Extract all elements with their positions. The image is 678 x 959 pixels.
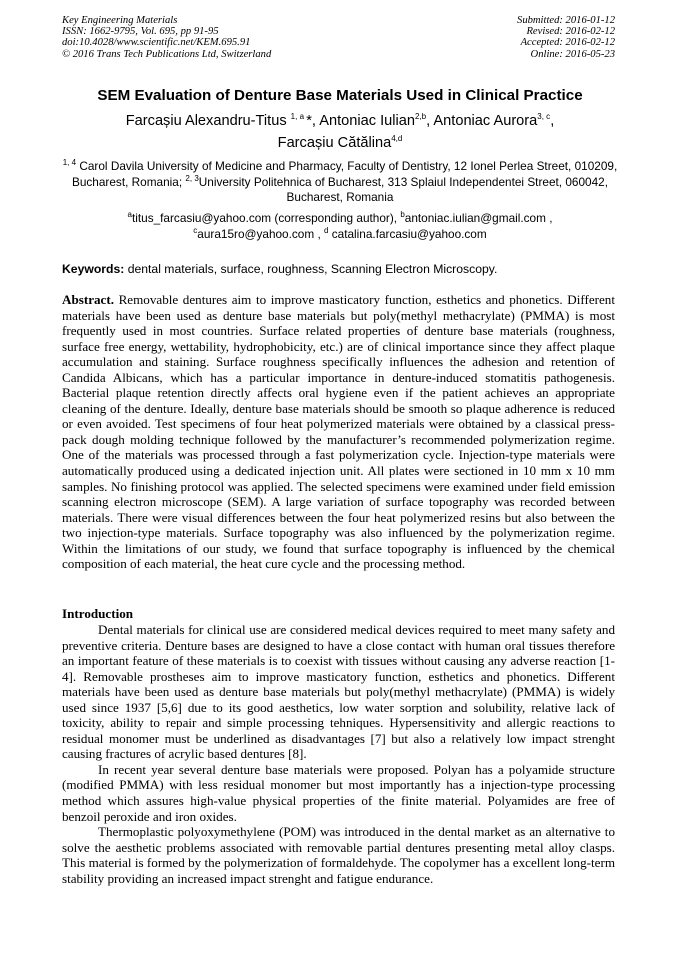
- author-affiliation-mark: 2,b: [414, 112, 427, 122]
- journal-header-right: [517, 15, 615, 60]
- abstract-text: Removable dentures aim to improve masticatory function, esthetics and phonetics. Different materials have been used as denture base materials but poly(methyl methacrylate) (PMMA) is most frequently used in most countries. Surface related properties of denture base materials (roughness, surface free energy, wettability, hydrophobicity, etc.) are of clinical importance since they affect plaque accumulation and staining. Surface roughness specifically influences the adhesion and retention of Candida Albicans, which has a particular importance in denture-induced stomatitis pathogenesis. Bacterial plaque retention directly affects oral hygiene even if the patient achieves an appropriate cleaning of the denture. Ideally, denture base materials should be smooth so plaque adherence is reduced or even avoided. Test specimens of four heat polymerized materials were obtained by a classical press-pack dough molding technique followed by the manufacturer’s recommended polymerization regime. One of the materials was processed through a fast polymerization cycle. Injection-type materials were automatically produced using a dedicated injection unit. All plates were sectioned in 10 mm x 10 mm samples. No finishing protocol was applied. The selected specimens were examined under field emission scanning electron microscope (SEM). A large variation of surface topography was recorded between materials. There were visual differences between the four heat polymerized resins but also between the two injection-type materials. Surface topography was also influenced by the polymerization regime. Within the limitations of our study, we found that surface topography is influenced by the chemical composition of each material, the heat cure cycle and the processing method.: [62, 292, 615, 572]
- email-text: antoniac.iulian@gmail.com ,: [404, 211, 553, 225]
- email-mark: a: [127, 210, 132, 220]
- author-name: Antoniac Aurora: [433, 113, 538, 129]
- author-name: Antoniac Iulian: [319, 113, 415, 129]
- journal-copyright: © 2016 Trans Tech Publications Ltd, Switzerland: [62, 48, 272, 60]
- author-affiliation-mark: 4,d: [391, 134, 403, 144]
- author-list: [40, 110, 640, 154]
- affiliation-text: Carol Davila University of Medicine and Pharmacy, Faculty of Dentistry, 12 Ionel Perlea Street, 010209, Bucharest, Romania;: [71, 159, 618, 189]
- keywords: [62, 261, 622, 277]
- email-text: aura15ro@yahoo.com ,: [197, 226, 325, 241]
- email-mark: c: [193, 225, 198, 235]
- author-name: Farcașiu Alexandru-Titus: [125, 113, 291, 129]
- date-revised: Revised: 2016-02-12: [526, 26, 615, 38]
- abstract-label: Abstract.: [62, 292, 114, 307]
- author-affiliation-mark: 3, c: [537, 112, 551, 122]
- author-emails: [50, 211, 630, 242]
- author-affiliation-mark: 1, a: [290, 112, 307, 122]
- journal-name: Key Engineering Materials: [62, 15, 178, 26]
- keywords-text: dental materials, surface, roughness, Scanning Electron Microscopy.: [124, 262, 498, 276]
- paragraph: In recent year several denture base materials were proposed. Polyan has a polyamide structure (modified PMMA) with less residual monomer but most importantly has a injection-type processing method which assures high-value physical properties of the finite material. Polyamides are free of benzoil peroxide and iron oxides.: [62, 761, 615, 824]
- email-mark: b: [400, 210, 405, 220]
- journal-doi: doi:10.4028/www.scientific.net/KEM.695.91: [62, 37, 251, 49]
- author-separator: ,: [426, 113, 434, 129]
- keywords-label: Keywords:: [62, 262, 125, 276]
- date-accepted: Accepted: 2016-02-12: [520, 37, 615, 49]
- affiliation-text: University Politehnica of Bucharest, 313 Splaiul Independentei Street, 060042, Bucharest, Romania: [198, 174, 608, 205]
- affiliations: [50, 159, 630, 206]
- paper-title: SEM Evaluation of Denture Base Materials Used in Clinical Practice: [97, 87, 583, 104]
- abstract: [62, 292, 615, 572]
- paragraph: Thermoplastic polyoxymethylene (POM) was introduced in the dental market as an alternative to solve the aesthetic problems associated with removable partial dentures presenting metal alloy clasps. This material is formed by the polymerization of formaldehyde. The copolymer has a excellent long-term stability providing an increased impact strenght and fatigue endurance.: [62, 824, 615, 886]
- date-online: Online: 2016-05-23: [530, 48, 615, 60]
- author-separator: *,: [306, 113, 320, 129]
- affiliation-mark: 2, 3: [185, 173, 199, 183]
- affiliation-mark: 1, 4: [62, 158, 77, 168]
- email-text: titus_farcasiu@yahoo.com (corresponding author),: [131, 211, 401, 225]
- author-separator: ,: [550, 113, 555, 129]
- introduction-body: [62, 622, 615, 886]
- email-text: catalina.farcasiu@yahoo.com: [328, 226, 487, 241]
- email-mark: d: [324, 225, 329, 235]
- author-name: Farcașiu Cătălina: [277, 135, 392, 151]
- date-submitted: Submitted: 2016-01-12: [517, 15, 615, 26]
- paragraph: Dental materials for clinical use are considered medical devices required to meet many safety and preventive criteria. Denture bases are designed to have a close contact with human oral tissues therefore an important feature of these materials is to coexist with tissues without causing any adverse reaction [1-4]. Removable prostheses aim to improve masticatory function, esthetics and phonetics. Different materials have been used as denture base materials but poly(methyl methacrylate) (PMMA) is widely used since 1937 [5,6] due to its good aesthetics, low water sorption and solubility, relative lack of toxicity, ability to repair and simple processing tehniques. Hypersensitivity and allergic reactions to residual monomer must be underlined as disadvantages [7] but also a relatively low impact strenght causing fractures of acrylic based dentures [8].: [62, 622, 615, 762]
- section-heading-introduction: Introduction: [62, 606, 134, 621]
- journal-issn: ISSN: 1662-9795, Vol. 695, pp 91-95: [62, 26, 219, 38]
- journal-header-left: [62, 15, 271, 60]
